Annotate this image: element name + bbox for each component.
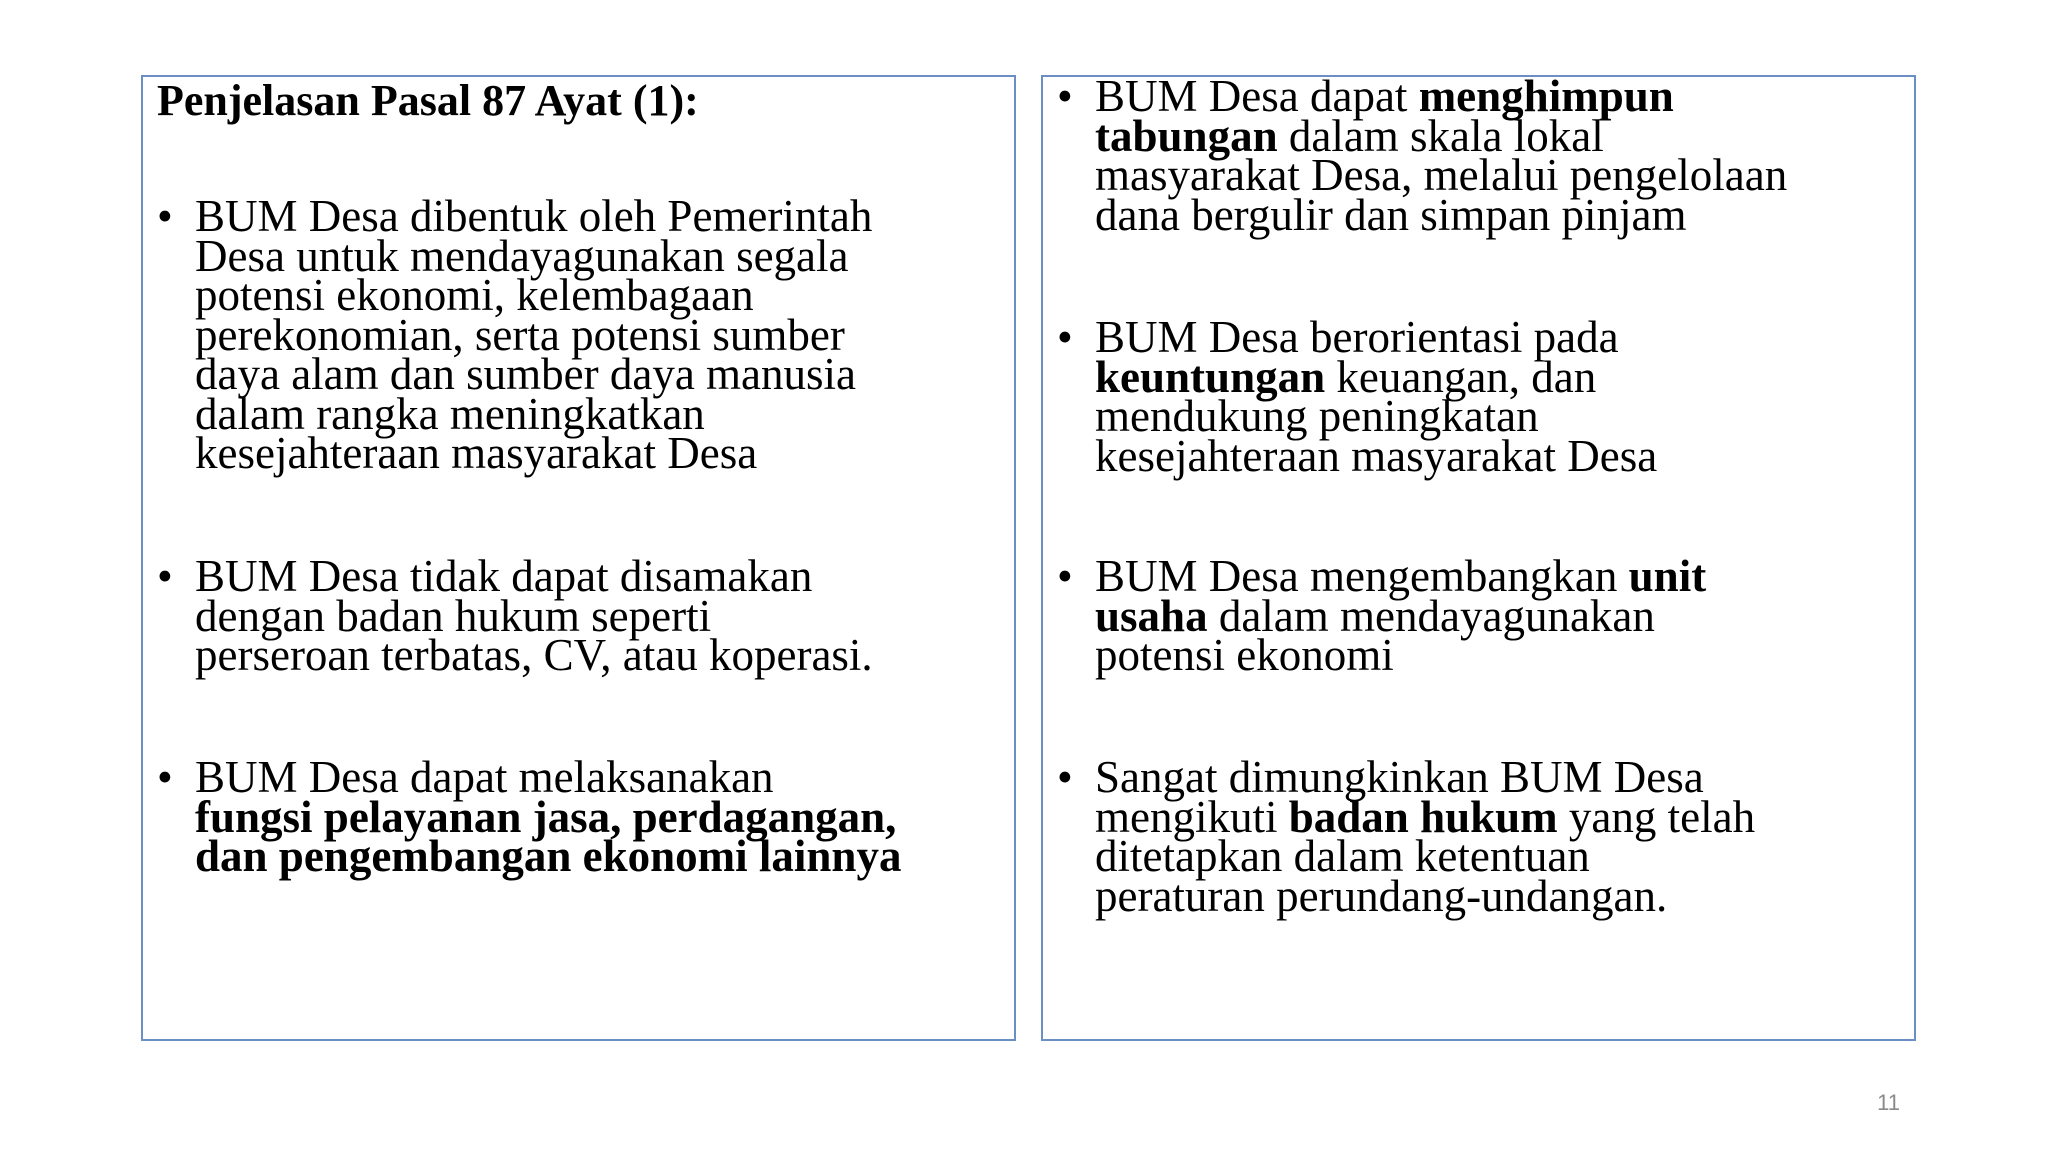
bullet-dot: •	[1057, 312, 1073, 362]
text-line: BUM Desa berorientasi pada	[1095, 312, 1619, 362]
right-bullet-3	[1057, 551, 1914, 680]
text-line: potensi ekonomi	[1095, 630, 1394, 680]
left-text-box	[141, 75, 1016, 1041]
bullet-dot: •	[157, 551, 173, 601]
text-segment: mengikuti	[1095, 791, 1289, 842]
bullet-text	[1095, 312, 1914, 481]
text-line: perseroan terbatas, CV, atau koperasi.	[195, 630, 873, 680]
text-line: perekonomian, serta potensi sumber	[195, 309, 845, 360]
bullet-dot: •	[157, 752, 173, 802]
text-segment: dalam mendayagunakan	[1207, 590, 1655, 641]
left-bullet-2	[157, 551, 1014, 680]
right-bullet-1	[1057, 71, 1914, 240]
bullet-text	[1095, 71, 1914, 240]
bold-text: usaha	[1095, 590, 1208, 641]
text-line: daya alam dan sumber daya manusia	[195, 349, 857, 399]
text-line: BUM Desa dibentuk oleh Pemerintah	[195, 191, 873, 241]
text-line: kesejahteraan masyarakat Desa	[195, 428, 758, 478]
text-line: kesejahteraan masyarakat Desa	[1095, 430, 1658, 481]
text-line: masyarakat Desa, melalui pengelolaan	[1095, 150, 1788, 200]
bold-text: fungsi pelayanan jasa, perdagangan,	[195, 791, 897, 842]
bold-text: badan hukum	[1288, 791, 1558, 842]
right-text-box	[1041, 71, 1916, 1041]
text-line: dengan badan hukum seperti	[195, 590, 712, 641]
bullet-dot: •	[157, 191, 173, 241]
text-line: dalam rangka meningkatkan	[195, 388, 705, 439]
text-segment: BUM Desa mengembangkan	[1095, 551, 1629, 601]
text-line: Desa untuk mendayagunakan segala	[195, 230, 849, 281]
right-bullet-4	[1057, 752, 1914, 921]
text-line: BUM Desa tidak dapat disamakan	[195, 551, 813, 601]
text-line: peraturan perundang-undangan.	[1095, 870, 1668, 921]
text-line: Sangat dimungkinkan BUM Desa	[1095, 752, 1704, 802]
bullet-text	[1095, 551, 1914, 680]
text-segment: BUM Desa dapat	[1095, 71, 1419, 121]
right-bullet-2	[1057, 312, 1914, 481]
text-segment: yang telah	[1557, 791, 1756, 842]
bold-text: menghimpun	[1418, 71, 1674, 121]
section-heading: Penjelasan Pasal 87 Ayat (1):	[157, 76, 699, 125]
bullet-dot: •	[1057, 71, 1073, 121]
text-line: BUM Desa dapat melaksanakan	[195, 752, 774, 802]
bullet-text	[195, 191, 1014, 478]
bullet-text	[1095, 752, 1914, 921]
text-line: mendukung peningkatan	[1095, 391, 1539, 441]
bold-text: keuntungan	[1095, 351, 1326, 402]
left-bullet-3	[157, 752, 1014, 881]
bullet-dot: •	[1057, 752, 1073, 802]
bold-text: tabungan	[1095, 110, 1278, 161]
bold-text: dan pengembangan ekonomi lainnya	[195, 831, 902, 881]
text-line: ditetapkan dalam ketentuan	[1095, 831, 1590, 881]
text-line: dana bergulir dan simpan pinjam	[1095, 189, 1687, 240]
bullet-dot: •	[1057, 551, 1073, 601]
bullet-text	[195, 752, 1014, 881]
text-segment: dalam skala lokal	[1277, 110, 1604, 161]
page-number: 11	[1877, 1090, 1900, 1115]
text-segment: keuangan, dan	[1325, 351, 1597, 402]
left-bullet-1	[157, 191, 1014, 478]
text-line: potensi ekonomi, kelembagaan	[195, 270, 754, 320]
bold-text: unit	[1628, 551, 1707, 601]
bullet-text	[195, 551, 1014, 680]
